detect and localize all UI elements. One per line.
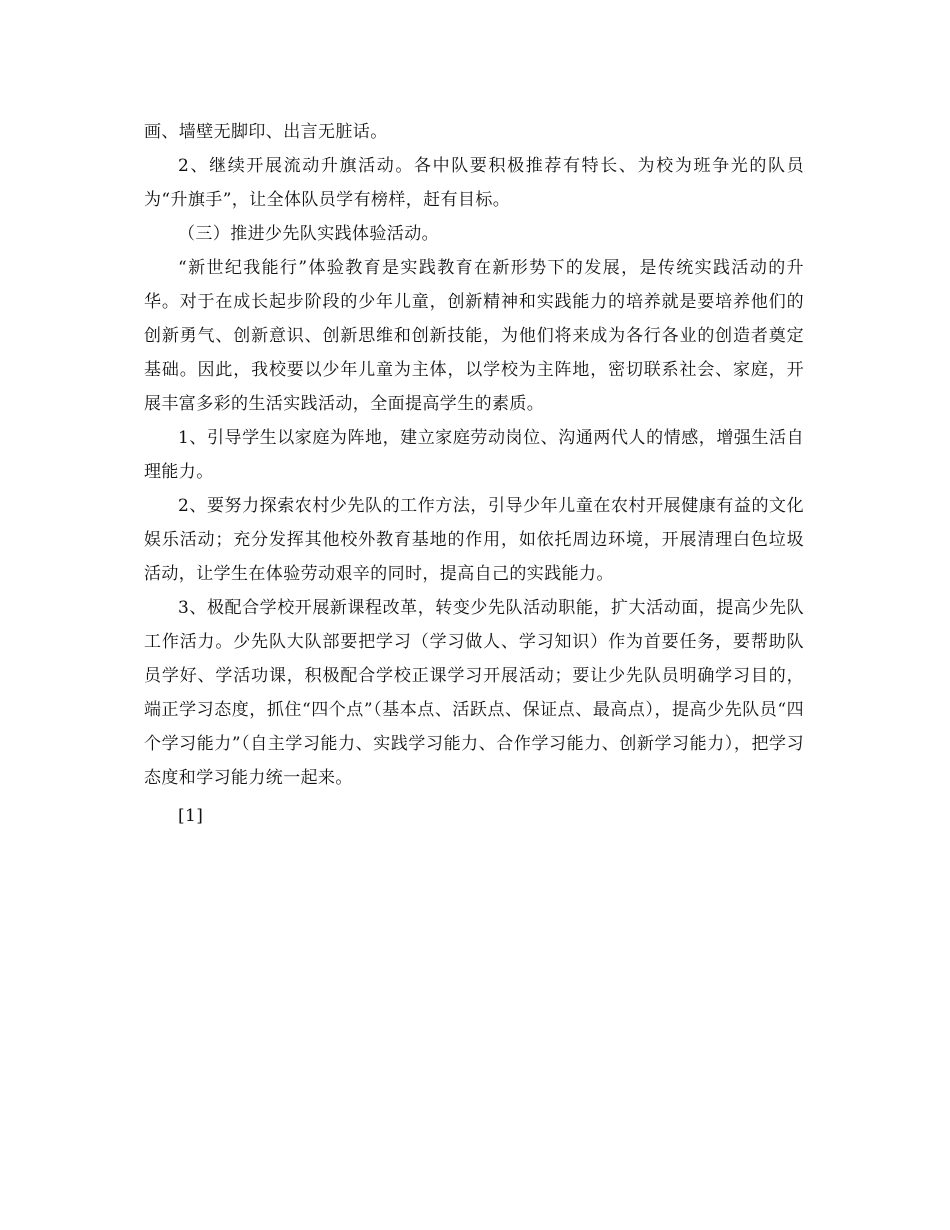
- paragraph-item-3: 3、极配合学校开展新课程改革，转变少先队活动职能，扩大活动面，提高少先队工作活力。少先队大队部要把学习（学习做人、学习知识）作为首要任务，要帮助队员学好、学活功课，积极配合学校正课学习开展活动；要让少先队员明确学习目的，端正学习态度，抓住“四个点”（基本点、活跃点、保证点、最高点），提高少先队员“四个学习能力”（自主学习能力、实践学习能力、合作学习能力、创新学习能力），把学习态度和学习能力统一起来。: [144, 598, 804, 788]
- paragraph-item-2: 2、要努力探索农村少先队的工作方法，引导少年儿童在农村开展健康有益的文化娱乐活动；充分发挥其他校外教育基地的作用，如依托周边环境，开展清理白色垃圾活动，让学生在体验劳动艰辛的同时，提高自己的实践能力。: [144, 496, 804, 584]
- paragraph-experience-education: “新世纪我能行”体验教育是实践教育在新形势下的发展，是传统实践活动的升华。对于在成长起步阶段的少年儿童，创新精神和实践能力的培养就是要培养他们的创新勇气、创新意识、创新思维和创新技能，为他们将来成为各行各业的创造者奠定基础。因此，我校要以少年儿童为主体，以学校为主阵地，密切联系社会、家庭，开展丰富多彩的生活实践活动，全面提高学生的素质。: [144, 258, 804, 414]
- document-body: [144, 115, 804, 833]
- paragraph-item-1: 1、引导学生以家庭为阵地，建立家庭劳动岗位、沟通两代人的情感，增强生活自理能力。: [144, 428, 804, 482]
- section-heading-practice: （三）推进少先队实践体验活动。: [178, 224, 439, 244]
- paragraph-continuation: 画、墙壁无脚印、出言无脏话。: [144, 122, 388, 142]
- reference-marker: [1]: [178, 806, 204, 826]
- paragraph-flag-raising: 2、继续开展流动升旗活动。各中队要积极推荐有特长、为校为班争光的队员为“升旗手”，让全体队员学有榜样，赶有目标。: [144, 156, 804, 210]
